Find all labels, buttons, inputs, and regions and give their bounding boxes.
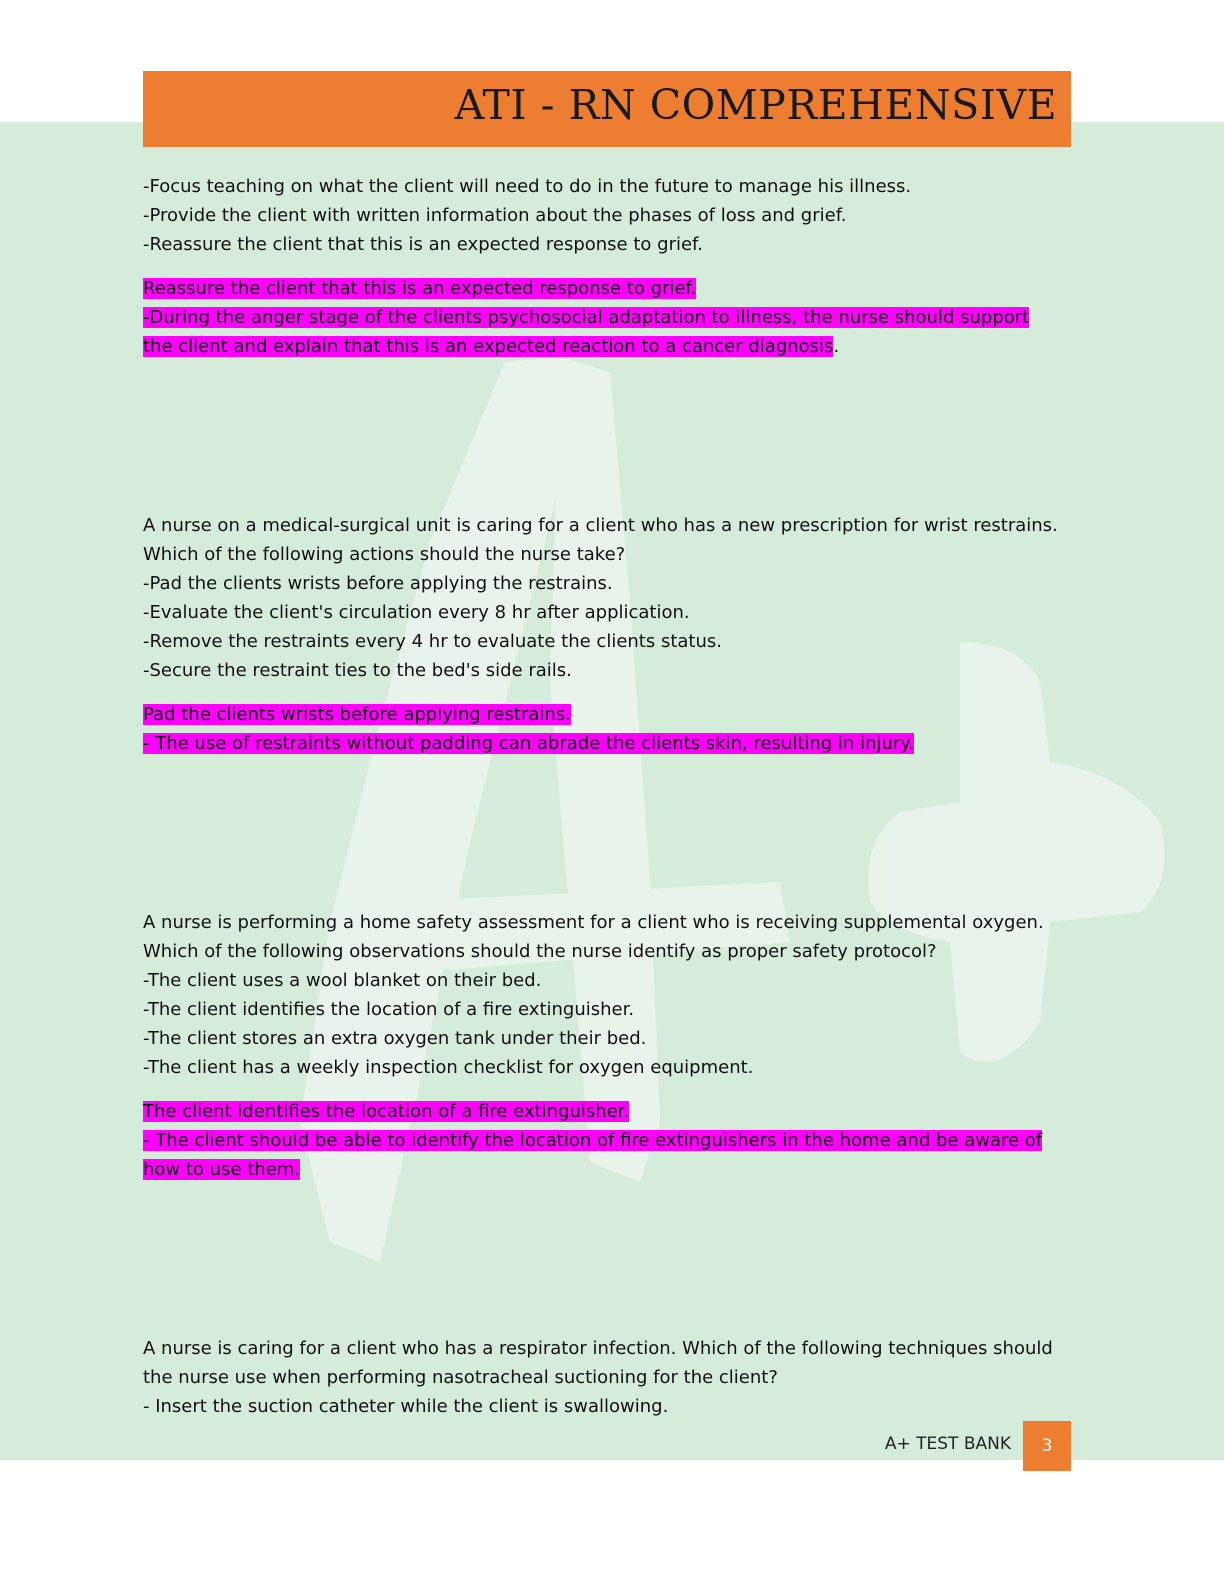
question-text: Which of the following actions should the nurse take?	[143, 544, 626, 565]
page-number: 3	[1023, 1421, 1071, 1471]
highlighted-rationale: -During the anger stage of the clients psychosocial adaptation to illness, the nurse should support	[143, 307, 1030, 328]
question-text: A nurse on a medical-surgical unit is caring for a client who has a new prescription for wrist restrains.	[143, 515, 1058, 536]
answer-explanation	[143, 1097, 1083, 1184]
option-text: -Evaluate the client's circulation every 8 hr after application.	[143, 602, 690, 623]
option-text: - Insert the suction catheter while the client is swallowing.	[143, 1396, 669, 1417]
highlighted-rationale: - The use of restraints without padding can abrade the clients skin, resulting in injury.	[143, 733, 915, 754]
option-text: -Secure the restraint ties to the bed's side rails.	[143, 660, 572, 681]
option-text: -Pad the clients wrists before applying the restrains.	[143, 573, 613, 594]
option-text: -The client identifies the location of a fire extinguisher.	[143, 999, 635, 1020]
text-line: -Provide the client with written information about the phases of loss and grief.	[143, 205, 847, 226]
option-text: -Remove the restraints every 4 hr to evaluate the clients status.	[143, 631, 722, 652]
text-line: -Reassure the client that this is an expected response to grief.	[143, 234, 703, 255]
highlighted-answer: Pad the clients wrists before applying restrains.	[143, 704, 571, 725]
question-block-3	[143, 908, 1083, 1184]
highlighted-rationale: the client and explain that this is an expected reaction to a cancer diagnosis	[143, 336, 834, 357]
question-block-4	[143, 1334, 1083, 1421]
option-text: -The client uses a wool blanket on their bed.	[143, 970, 542, 991]
answer-explanation	[143, 274, 1083, 361]
question-block-2	[143, 511, 1083, 758]
highlighted-rationale: - The client should be able to identify the location of fire extinguishers in the home and be aware of	[143, 1130, 1043, 1151]
document-content	[143, 172, 1083, 1421]
question-block-1	[143, 172, 1083, 361]
page-footer	[860, 1421, 1071, 1471]
question-text: A nurse is performing a home safety assessment for a client who is receiving supplemental oxygen.	[143, 912, 1044, 933]
highlighted-answer: Reassure the client that this is an expected response to grief.	[143, 278, 697, 299]
trailing-period: .	[833, 336, 840, 357]
answer-explanation	[143, 700, 1083, 758]
option-text: -The client has a weekly inspection checklist for oxygen equipment.	[143, 1057, 754, 1078]
highlighted-rationale: how to use them.	[143, 1159, 301, 1180]
text-line: -Focus teaching on what the client will need to do in the future to manage his illness.	[143, 176, 912, 197]
footer-label: A+ TEST BANK	[884, 1434, 1011, 1454]
header-bar	[143, 71, 1071, 147]
page-title: ATI - RN COMPREHENSIVE	[454, 81, 1057, 129]
highlighted-answer: The client identifies the location of a fire extinguisher.	[143, 1101, 630, 1122]
option-text: -The client stores an extra oxygen tank under their bed.	[143, 1028, 647, 1049]
question-text: the nurse use when performing nasotracheal suctioning for the client?	[143, 1367, 778, 1388]
question-text: A nurse is caring for a client who has a respirator infection. Which of the following techniques should	[143, 1338, 1053, 1359]
question-text: Which of the following observations should the nurse identify as proper safety protocol?	[143, 941, 937, 962]
